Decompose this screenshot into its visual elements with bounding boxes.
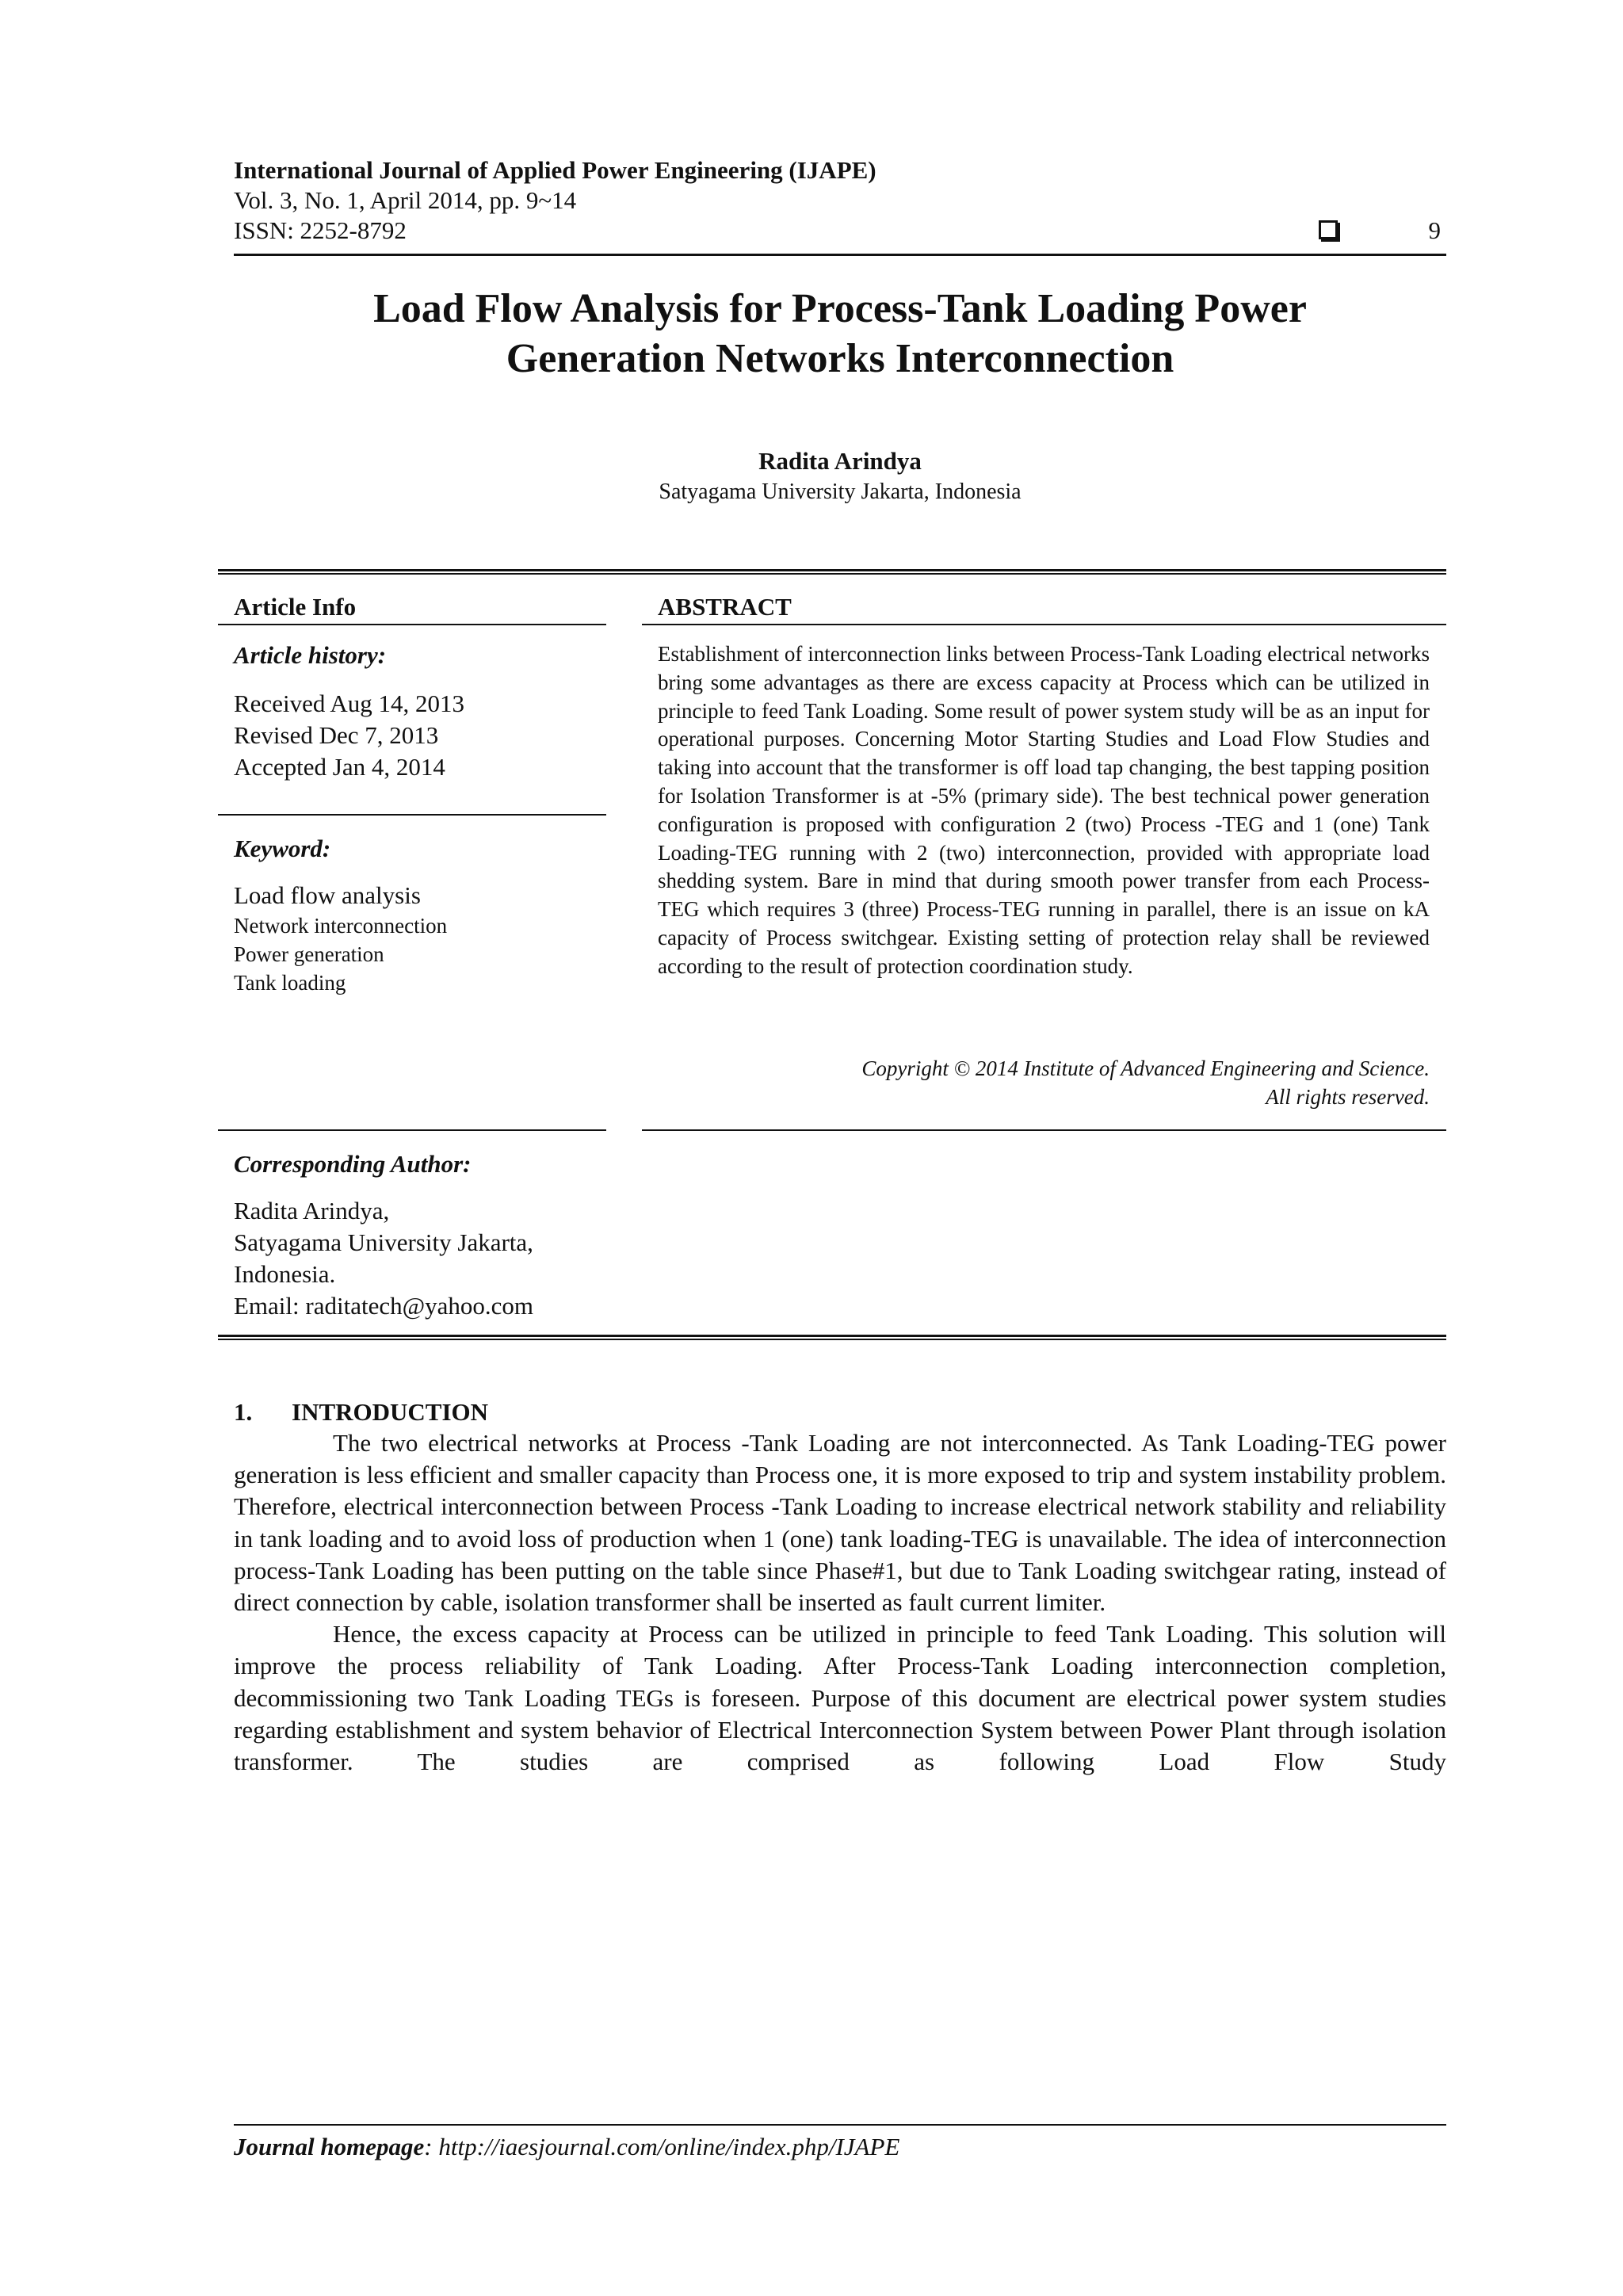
abstract-bottom-rule (642, 1129, 1446, 1131)
keyword-bottom-rule (218, 1129, 606, 1131)
revised-date: Revised Dec 7, 2013 (234, 721, 439, 749)
footer-rule (234, 2124, 1446, 2126)
corresponding-author-affiliation: Satyagama University Jakarta, (234, 1228, 533, 1256)
info-box-top-rule (218, 569, 1446, 575)
author-affiliation: Satyagama University Jakarta, Indonesia (659, 479, 1022, 504)
abstract-text: Establishment of interconnection links between Process-Tank Loading electrical networks bring some advantages as there are excess capacity at Process which can be utilized in principle to feed Tank Loading. Some result of power system study will be as an input for operational purposes. Concerning Motor Starting Studies and Load Flow Studies and taking into account that the transformer is off load tap changing, the best tapping position for Isolation Transformer is at -5% (primary side). The best technical power generation configuration is proposed with configuration 2 (two) Process -TEG and 1 (one) Tank Loading-TEG running with 2 (two) interconnection, provided with appropriate load shedding system. Bare in mind that during smooth power transfer from each Process-TEG which requires 3 (three) Process-TEG running in parallel, there is an issue on kA capacity of Process switchgear. Existing setting of protection relay shall be reviewed according to the result of protection coordination study. (658, 642, 1430, 978)
author-name: Radita Arindya (758, 447, 922, 475)
journal-homepage-url: : http://iaesjournal.com/online/index.php/IJAPE (424, 2133, 900, 2160)
journal-name: International Journal of Applied Power Engineering (IJAPE) (234, 156, 876, 184)
page-number: 9 (1428, 216, 1441, 244)
keyword-item: Power generation (234, 942, 384, 966)
history-keyword-rule (218, 814, 606, 816)
keyword-item: Network interconnection (234, 914, 448, 938)
journal-homepage (234, 2132, 899, 2162)
keyword-heading: Keyword: (234, 835, 331, 862)
accepted-date: Accepted Jan 4, 2014 (234, 753, 445, 781)
corresponding-author-heading: Corresponding Author: (234, 1150, 472, 1178)
keyword-item: Load flow analysis (234, 881, 421, 909)
checkbox-square-icon (1319, 220, 1338, 239)
article-info-rule (218, 624, 606, 625)
paper-title-line-2: Generation Networks Interconnection (506, 336, 1174, 381)
paper-title (234, 284, 1446, 384)
journal-volume: Vol. 3, No. 1, April 2014, pp. 9~14 (234, 186, 577, 214)
paper-title-line-1: Load Flow Analysis for Process-Tank Loading Power (373, 286, 1307, 331)
journal-homepage-label: Journal homepage (234, 2133, 425, 2160)
copyright-line-1: Copyright © 2014 Institute of Advanced Engineering and Science. (861, 1056, 1430, 1080)
corresponding-author-email: Email: raditatech@yahoo.com (234, 1292, 534, 1320)
article-info-heading: Article Info (234, 593, 357, 621)
abstract-top-rule (642, 624, 1446, 625)
corresponding-author-country: Indonesia. (234, 1260, 336, 1288)
article-history-heading: Article history: (234, 641, 387, 669)
paragraph: The two electrical networks at Process -Tank Loading are not interconnected. As Tank Loading-TEG power generation is less efficient and smaller capacity than Process one, it is more exposed to trip and system instability problem. Therefore, electrical interconnection between Process -Tank Loading to increase electrical network stability and reliability in tank loading and to avoid loss of production when 1 (one) tank loading-TEG is unavailable. The idea of interconnection process-Tank Loading has been putting on the table since Phase#1, but due to Tank Loading switchgear rating, instead of direct connection by cable, isolation transformer shall be inserted as fault current limiter. (234, 1429, 1446, 1617)
keyword-item: Tank loading (234, 971, 346, 995)
copyright-notice (658, 1054, 1430, 1111)
header-rule (234, 254, 1446, 256)
abstract-heading: ABSTRACT (658, 593, 792, 621)
introduction-body (234, 1427, 1446, 1778)
copyright-line-2: All rights reserved. (1266, 1085, 1430, 1109)
section-number: 1. (234, 1398, 253, 1426)
journal-issn: ISSN: 2252-8792 (234, 216, 407, 244)
corresponding-author-name: Radita Arindya, (234, 1197, 390, 1224)
section-title: INTRODUCTION (292, 1398, 489, 1426)
paragraph: Hence, the excess capacity at Process can be utilized in principle to feed Tank Loading. This solution will improve the process reliability of Tank Loading. After Process-Tank Loading interconnection completion, decommissioning two Tank Loading TEGs is foreseen. Purpose of this document are electrical power system studies regarding establishment and system behavior of Electrical Interconnection System between Power Plant through isolation transformer. The studies are comprised as following Load Flow Study (234, 1620, 1446, 1776)
introduction-heading (234, 1397, 488, 1427)
info-box-bottom-rule (218, 1335, 1446, 1340)
received-date: Received Aug 14, 2013 (234, 690, 465, 717)
